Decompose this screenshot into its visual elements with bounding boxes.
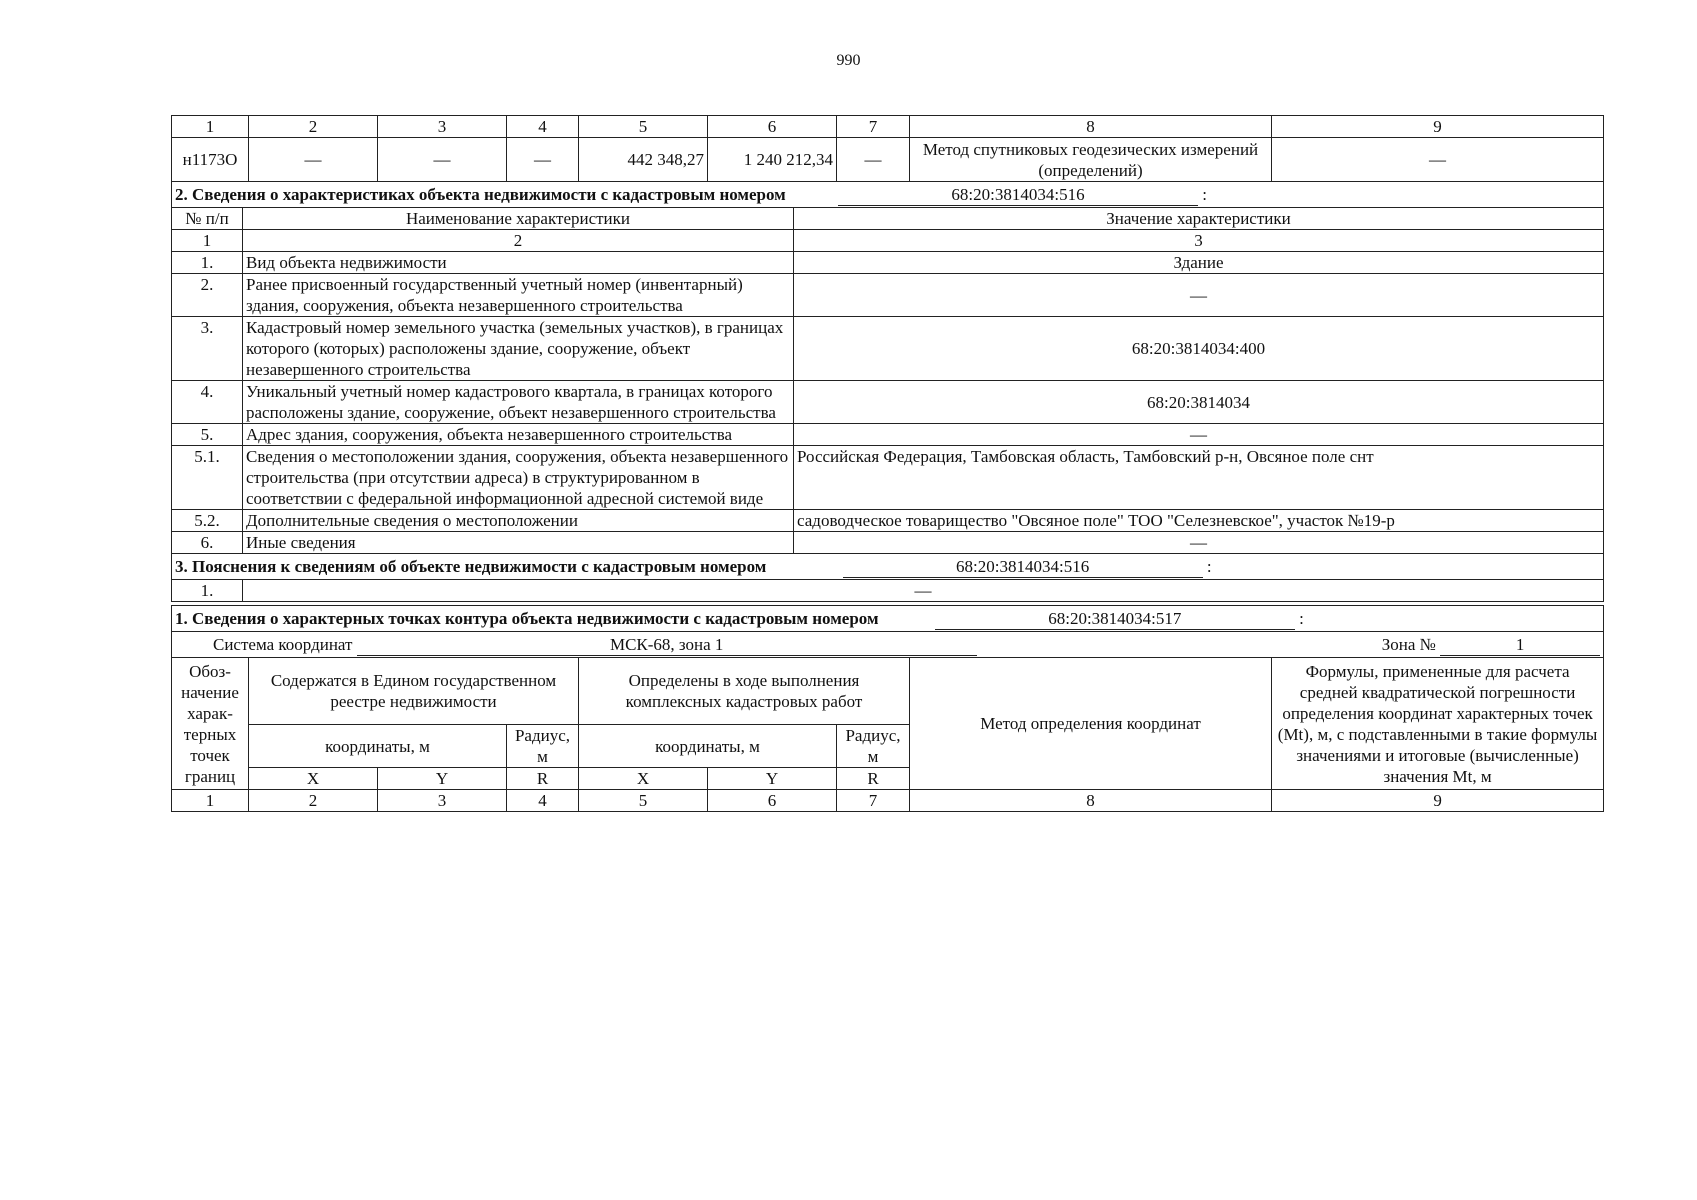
header-row-1 xyxy=(172,658,1604,725)
column-number-row xyxy=(172,230,1604,252)
r-header: R xyxy=(837,768,910,790)
formulas-header: Формулы, примененные для расчета средней квадратической погрешности определения координат характерных точек (Mt), м, с подставленными в такие формулы значениями и итоговые (вычисленные) значения Mt, м xyxy=(1272,658,1604,790)
table-row xyxy=(172,510,1604,532)
header-cell: 9 xyxy=(1272,116,1604,138)
section-3-title-row xyxy=(172,554,1604,580)
table-row xyxy=(172,424,1604,446)
table-cell: — xyxy=(837,138,910,182)
column-number-row xyxy=(172,790,1604,812)
table-row xyxy=(172,446,1604,510)
header-cell: 6 xyxy=(708,116,837,138)
header-cell: 3 xyxy=(794,230,1604,252)
coord-system-label: Система координат xyxy=(213,634,353,654)
row-number: 4. xyxy=(172,381,243,424)
characteristic-name: Сведения о местоположении здания, сооружения, объекта незавершенного строительства (при отсутствии адреса) в структурированном в соответствии с федеральной информационной адресной системой виде xyxy=(243,446,794,510)
characteristic-value: 68:20:3814034 xyxy=(794,381,1604,424)
table-row xyxy=(172,580,1604,602)
colon: : xyxy=(1206,556,1212,576)
egrn-header: Содержатся в Едином государственном реестре недвижимости xyxy=(249,658,579,725)
table-cell: — xyxy=(378,138,507,182)
header-cell: 5 xyxy=(579,116,708,138)
characteristic-value: Здание xyxy=(794,252,1604,274)
coords-table-continuation xyxy=(171,115,1604,182)
point-name: н1173О xyxy=(172,138,249,182)
header-cell: 3 xyxy=(378,116,507,138)
document-body xyxy=(171,115,1603,812)
coords-header-row xyxy=(172,116,1604,138)
table-row xyxy=(172,138,1604,182)
characteristic-value: 68:20:3814034:400 xyxy=(794,317,1604,381)
header-cell: 9 xyxy=(1272,790,1604,812)
coord-system-value: МСК-68, зона 1 xyxy=(357,634,977,656)
point-designation-header: Обоз-начение харак-терных точек границ xyxy=(172,658,249,790)
table-row xyxy=(172,274,1604,317)
header-cell: 8 xyxy=(910,790,1272,812)
radius-header: Радиус, м xyxy=(837,725,910,768)
row-number: 3. xyxy=(172,317,243,381)
row-number: 5.2. xyxy=(172,510,243,532)
section-2-title-row xyxy=(172,182,1604,208)
header-cell: 2 xyxy=(249,790,378,812)
y-coordinate: 1 240 212,34 xyxy=(708,138,837,182)
zone-label: Зона № xyxy=(1381,634,1436,654)
characteristic-name: Иные сведения xyxy=(243,532,794,554)
header-cell: 4 xyxy=(507,116,579,138)
radius-header: Радиус, м xyxy=(507,725,579,768)
header-cell: 2 xyxy=(249,116,378,138)
header-cell: № п/п xyxy=(172,208,243,230)
header-cell: 1 xyxy=(172,230,243,252)
header-cell: 7 xyxy=(837,790,910,812)
y-header: Y xyxy=(378,768,507,790)
colon: : xyxy=(1299,608,1304,628)
method-cell: Метод спутниковых геодезических измерений (определений) xyxy=(910,138,1272,182)
characteristic-value: — xyxy=(794,274,1604,317)
row-number: 1. xyxy=(172,580,243,602)
row-number: 6. xyxy=(172,532,243,554)
characteristic-name: Кадастровый номер земельного участка (земельных участков), в границах которого (которых) расположены здание, сооружение, объект незавершенного строительства xyxy=(243,317,794,381)
r-header: R xyxy=(507,768,579,790)
header-cell: 3 xyxy=(378,790,507,812)
section-1-title: 1. Сведения о характерных точках контура объекта недвижимости с кадастровым номером xyxy=(175,608,879,628)
characteristic-name: Вид объекта недвижимости xyxy=(243,252,794,274)
characteristic-name: Уникальный учетный номер кадастрового квартала, в границах которого расположены здание, сооружение, объект незавершенного строительства xyxy=(243,381,794,424)
characteristic-value: — xyxy=(794,532,1604,554)
row-number: 5.1. xyxy=(172,446,243,510)
header-cell: Наименование характеристики xyxy=(243,208,794,230)
section-3-title: 3. Пояснения к сведениям об объекте недвижимости с кадастровым номером xyxy=(175,556,767,576)
contour-points-table xyxy=(171,605,1604,812)
header-cell: 1 xyxy=(172,790,249,812)
kkr-header: Определены в ходе выполнения комплексных кадастровых работ xyxy=(579,658,910,725)
characteristic-name: Адрес здания, сооружения, объекта незавершенного строительства xyxy=(243,424,794,446)
table-row xyxy=(172,317,1604,381)
table-row xyxy=(172,381,1604,424)
header-cell: Значение характеристики xyxy=(794,208,1604,230)
row-number: 2. xyxy=(172,274,243,317)
row-number: 1. xyxy=(172,252,243,274)
section-2-cadastral-number: 68:20:3814034:516 xyxy=(838,184,1198,206)
table-row xyxy=(172,532,1604,554)
header-cell: 2 xyxy=(243,230,794,252)
coords-header: координаты, м xyxy=(579,725,837,768)
header-cell: 6 xyxy=(708,790,837,812)
table-cell: — xyxy=(1272,138,1604,182)
header-cell: 5 xyxy=(579,790,708,812)
coords-header: координаты, м xyxy=(249,725,507,768)
x-header: X xyxy=(249,768,378,790)
row-number: 5. xyxy=(172,424,243,446)
header-cell: 1 xyxy=(172,116,249,138)
explanation-value: — xyxy=(243,580,1604,602)
header-cell: 4 xyxy=(507,790,579,812)
characteristic-value: садоводческое товарищество "Овсяное поле" ТОО "Селезневское", участок №19-р xyxy=(794,510,1604,532)
section-1-title-row xyxy=(172,606,1604,632)
x-coordinate: 442 348,27 xyxy=(579,138,708,182)
coord-system-row xyxy=(172,632,1604,658)
characteristic-value: Российская Федерация, Тамбовская область, Тамбовский р-н, Овсяное поле снт xyxy=(794,446,1604,510)
table-cell: — xyxy=(249,138,378,182)
characteristic-name: Ранее присвоенный государственный учетный номер (инвентарный) здания, сооружения, объекта незавершенного строительства xyxy=(243,274,794,317)
characteristic-name: Дополнительные сведения о местоположении xyxy=(243,510,794,532)
table-cell: — xyxy=(507,138,579,182)
header-cell: 7 xyxy=(837,116,910,138)
explanations-table xyxy=(171,553,1604,602)
characteristics-table xyxy=(171,181,1604,554)
zone-value: 1 xyxy=(1440,634,1600,656)
characteristic-value: — xyxy=(794,424,1604,446)
table-row xyxy=(172,252,1604,274)
x-header: X xyxy=(579,768,708,790)
section-2-title: 2. Сведения о характеристиках объекта недвижимости с кадастровым номером xyxy=(175,184,786,204)
y-header: Y xyxy=(708,768,837,790)
column-header-row xyxy=(172,208,1604,230)
section-3-cadastral-number: 68:20:3814034:516 xyxy=(843,556,1203,578)
header-cell: 8 xyxy=(910,116,1272,138)
page-number: 990 xyxy=(836,52,861,69)
colon: : xyxy=(1202,184,1207,204)
section-1-cadastral-number: 68:20:3814034:517 xyxy=(935,608,1295,630)
method-header: Метод определения координат xyxy=(910,658,1272,790)
